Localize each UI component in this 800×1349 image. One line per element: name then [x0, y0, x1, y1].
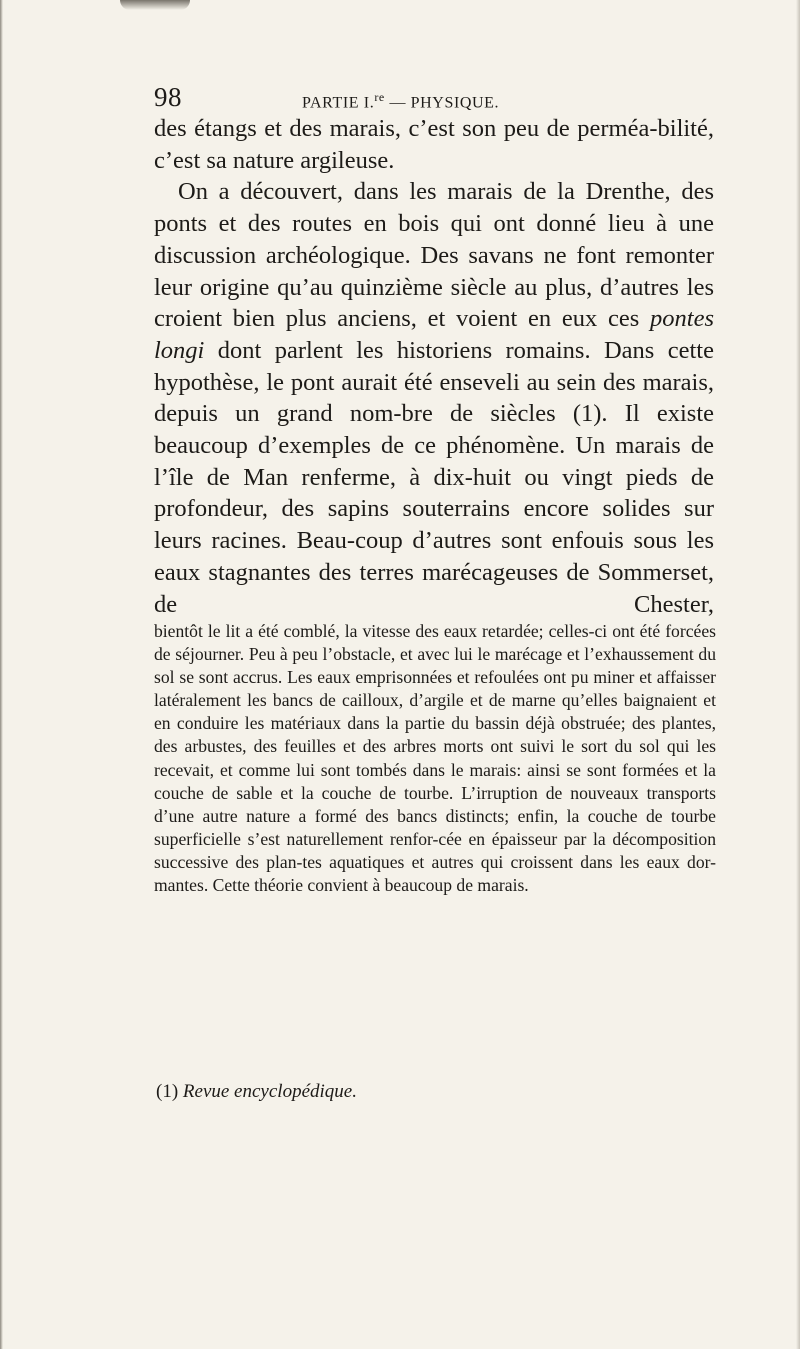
- footnote-reference: [156, 1081, 357, 1103]
- footnote-ref-source: Revue encyclopédique.: [182, 1081, 357, 1102]
- binding-mark: [120, 0, 190, 10]
- page-header: [154, 82, 714, 112]
- paragraph-1: des étangs et des marais, c’est son peu de perméa-bilité, c’est sa nature argileuse.: [154, 115, 714, 174]
- footnote-text: bientôt le lit a été comblé, la vitesse des eaux retardée; celles-ci ont été forcées de séjourner. Peu à peu l’obstacle, et avec lui le marécage et l’exhaussement du sol se sont accrus. Les eaux emprisonnées et refoulées ont pu miner et affaisser latéralement les bancs de cailloux, d’argile et de marne qu’elles baignaient et en conduire les matériaux dans la partie du bassin déjà obstruée; des plantes, des arbustes, des feuilles et des arbres morts ont suivi le sort du sol qui les recevait, et comme lui sont tombés dans le marais: ainsi se sont formées et la couche de sable et la couche de tourbe. L’irruption de nouveaux transports d’une autre nature a formé des bancs distincts; enfin, la couche de tourbe superficielle s’est naturellement renfor-cée en épaisseur par la décomposition successive des plan-tes aquatiques et autres qui croissent dans les eaux dor-mantes. Cette théorie convient à beaucoup de marais.: [154, 621, 716, 896]
- page-left-edge-shadow: [0, 0, 3, 1349]
- footnote-ref-number: (1): [156, 1081, 183, 1102]
- main-body-text: [154, 113, 714, 620]
- page-right-edge-shadow: [796, 0, 800, 1349]
- footnote-block: [154, 620, 716, 897]
- page-number: 98: [154, 82, 182, 112]
- running-head-superscript: re: [374, 90, 385, 104]
- running-head-suffix: — PHYSIQUE.: [384, 94, 500, 112]
- paragraph-2-text-b: dont parlent les historiens romains. Dans cette hypothèse, le pont aurait été enseveli au sein des marais, depuis un grand nom-bre de siècles (1). Il existe beaucoup d’exemples de ce phénomène. Un marais de l’île de Man renferme, à dix-huit ou vingt pieds de profondeur, des sapins souterrains encore solides sur leurs racines. Beau-coup d’autres sont enfouis sous les eaux stagnantes des terres marécageuses de Sommerset, de Chester,: [154, 336, 714, 618]
- paragraph-2-italic: pontes longi: [154, 305, 714, 364]
- paragraph-2-text-a: On a découvert, dans les marais de la Drenthe, des ponts et des routes en bois qui ont donné lieu à une discussion archéologique. Des savans ne font remonter leur origine qu’au quinzième siècle au plus, d’autres les croient bien plus anciens, et voient en eux ces: [154, 178, 714, 333]
- running-head: [302, 90, 499, 112]
- running-head-prefix: PARTIE I.: [302, 94, 375, 112]
- paragraph-2: [154, 176, 714, 620]
